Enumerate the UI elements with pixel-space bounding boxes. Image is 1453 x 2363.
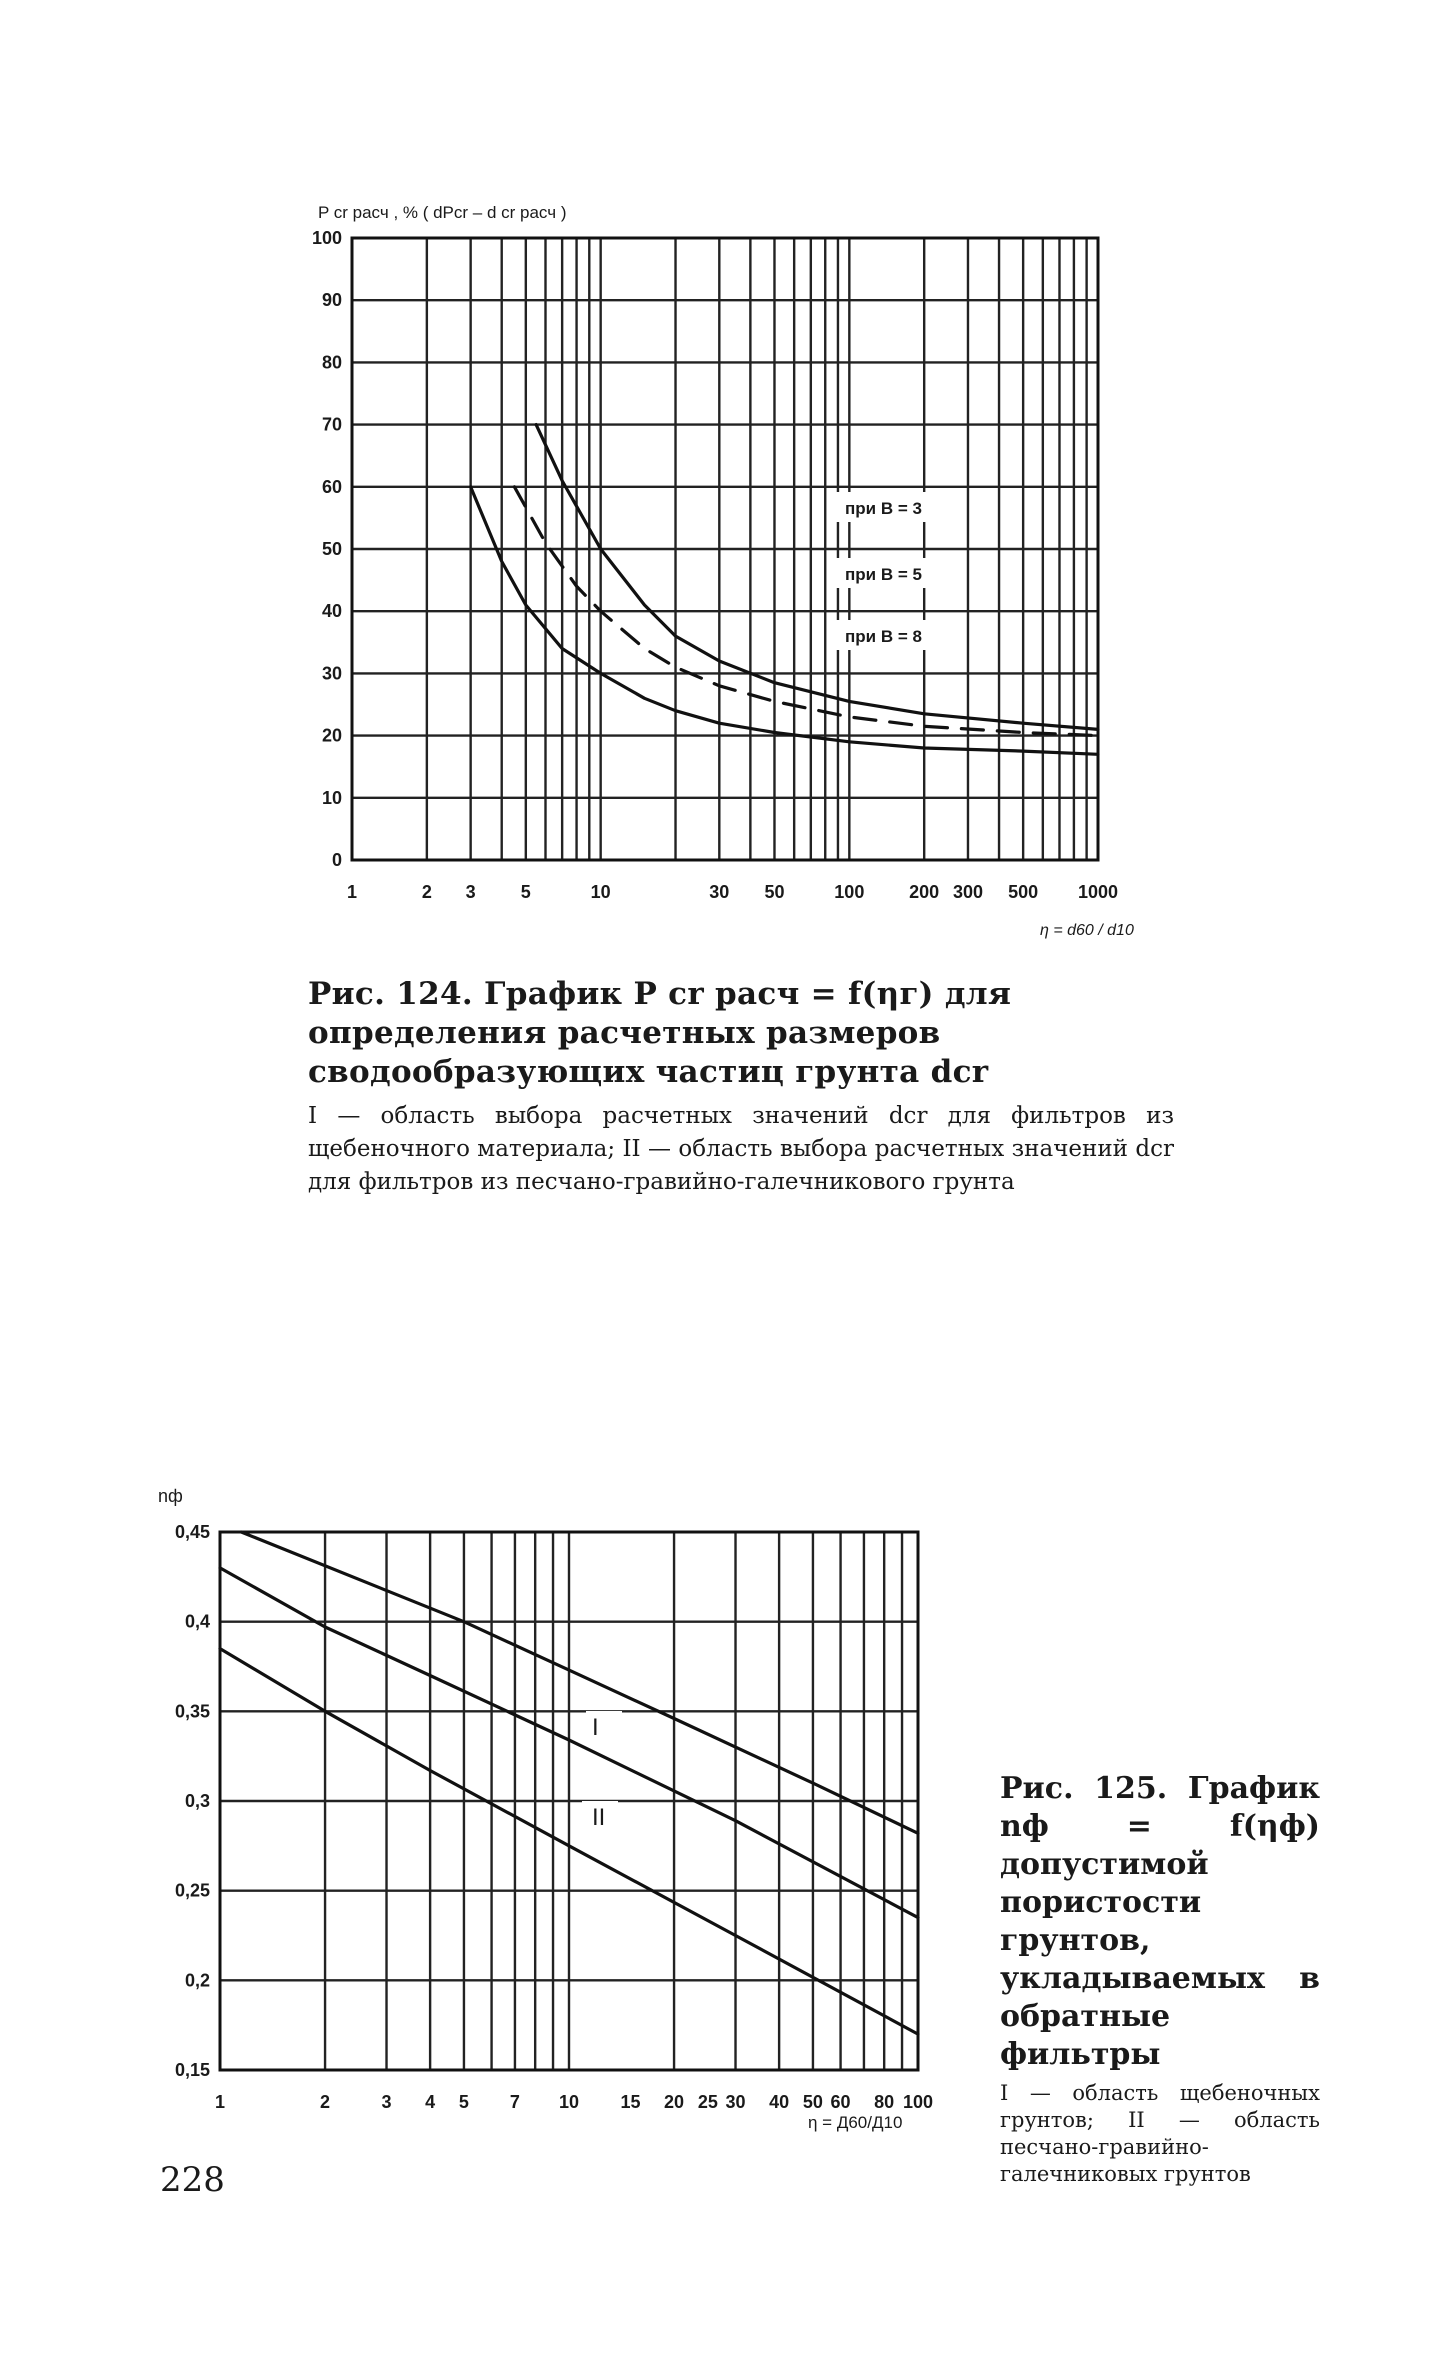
- x-tick-label: 5: [458, 2092, 469, 2112]
- x-tick-label: 4: [425, 2092, 436, 2112]
- y-tick-label: 10: [321, 787, 342, 808]
- page-number: 228: [160, 2160, 225, 2200]
- x-tick-label: 10: [558, 2092, 580, 2112]
- x-tick-label: 80: [874, 2092, 895, 2112]
- figure-125-caption: [1000, 1770, 1320, 2188]
- chart-124-y-axis-label: P cr расч , % ( dPcr – d cr расч ): [318, 203, 567, 222]
- region-label-I: I: [592, 1714, 599, 1741]
- chart-125-grid: [220, 1532, 918, 2070]
- figure-124-caption: [308, 975, 1174, 1199]
- x-tick-label: 5: [520, 882, 531, 902]
- x-tick-label: 100: [834, 882, 865, 902]
- x-tick-label: 60: [830, 2092, 851, 2112]
- series-line-1: [241, 1532, 918, 1833]
- chart-124-labels: [312, 228, 1118, 902]
- x-tick-label: 30: [709, 882, 730, 902]
- chart-124-grid: [352, 238, 1098, 860]
- x-tick-label: 2: [320, 2092, 331, 2112]
- figure-124-caption-body: I — область выбора расчетных значений dcr для фильтров из щебеночного материала; II — область выбора расчетных значений dcr для фильтров из песчано-гравийно-галечникового грунта: [308, 1103, 1174, 1195]
- x-tick-label: 30: [725, 2092, 746, 2112]
- x-tick-label: 20: [664, 2092, 685, 2112]
- y-tick-label: 0,45: [174, 1522, 210, 1542]
- figure-125-caption-body: I — область щебеночных грунтов; II — область песчано-гравийно-галечниковых грунтов: [1000, 2081, 1320, 2186]
- y-tick-label: 100: [311, 228, 342, 248]
- figure-124-caption-title: Рис. 124. График P cr расч = f(ηг) для определения расчетных размеров сводообразующих частиц грунта dcr: [308, 976, 1012, 1090]
- x-tick-label: 500: [1008, 882, 1039, 902]
- x-tick-label: 2: [421, 882, 432, 902]
- x-tick-label: 50: [764, 882, 785, 902]
- figure-125-caption-title: Рис. 125. График nф = f(ηф) допустимой пористости грунтов, укладываемых в обратные фильтры: [1000, 1771, 1320, 2072]
- series-line-3: [471, 487, 1098, 755]
- x-tick-label: 10: [590, 882, 611, 902]
- y-tick-label: 0: [331, 850, 342, 870]
- x-tick-label: 25: [697, 2092, 718, 2112]
- x-tick-label: 200: [909, 882, 940, 902]
- x-tick-label: 3: [381, 2092, 392, 2112]
- y-tick-label: 80: [321, 352, 342, 373]
- y-tick-label: 60: [321, 476, 342, 497]
- region-label-II: II: [592, 1804, 606, 1831]
- x-tick-label: 40: [769, 2092, 790, 2112]
- chart-124-x-axis-label: η = d60 / d10: [1040, 922, 1134, 939]
- chart-125-y-axis-label: nф: [158, 1486, 183, 1506]
- y-tick-label: 0,25: [174, 1880, 210, 1901]
- series-name-label-2: при В = 5: [845, 565, 922, 584]
- y-tick-label: 0,15: [174, 2060, 210, 2080]
- y-tick-label: 0,3: [184, 1791, 210, 1811]
- series-name-label-3: при В = 8: [845, 627, 922, 646]
- x-tick-label: 100: [902, 2092, 934, 2112]
- y-tick-label: 90: [321, 290, 342, 311]
- y-tick-label: 50: [321, 539, 342, 559]
- y-tick-label: 40: [321, 601, 342, 622]
- y-tick-label: 20: [321, 725, 342, 746]
- x-tick-label: 50: [802, 2092, 823, 2112]
- x-tick-label: 1: [214, 2092, 226, 2112]
- x-tick-label: 300: [952, 882, 984, 902]
- x-tick-label: 3: [465, 882, 476, 902]
- chart-124: [0, 0, 1453, 960]
- y-tick-label: 0,35: [174, 1701, 210, 1722]
- x-tick-label: 1000: [1077, 882, 1119, 902]
- y-tick-label: 0,4: [184, 1611, 210, 1632]
- chart-125-x-axis-label: η = Д60/Д10: [808, 2113, 903, 2132]
- x-tick-label: 1: [346, 882, 358, 902]
- series-name-label-1: при В = 3: [845, 499, 922, 518]
- y-tick-label: 30: [321, 663, 342, 684]
- x-tick-label: 7: [509, 2092, 520, 2112]
- x-tick-label: 15: [620, 2092, 641, 2112]
- y-tick-label: 0,2: [184, 1970, 210, 1991]
- chart-124-series: [471, 425, 1098, 755]
- y-tick-label: 70: [321, 414, 342, 435]
